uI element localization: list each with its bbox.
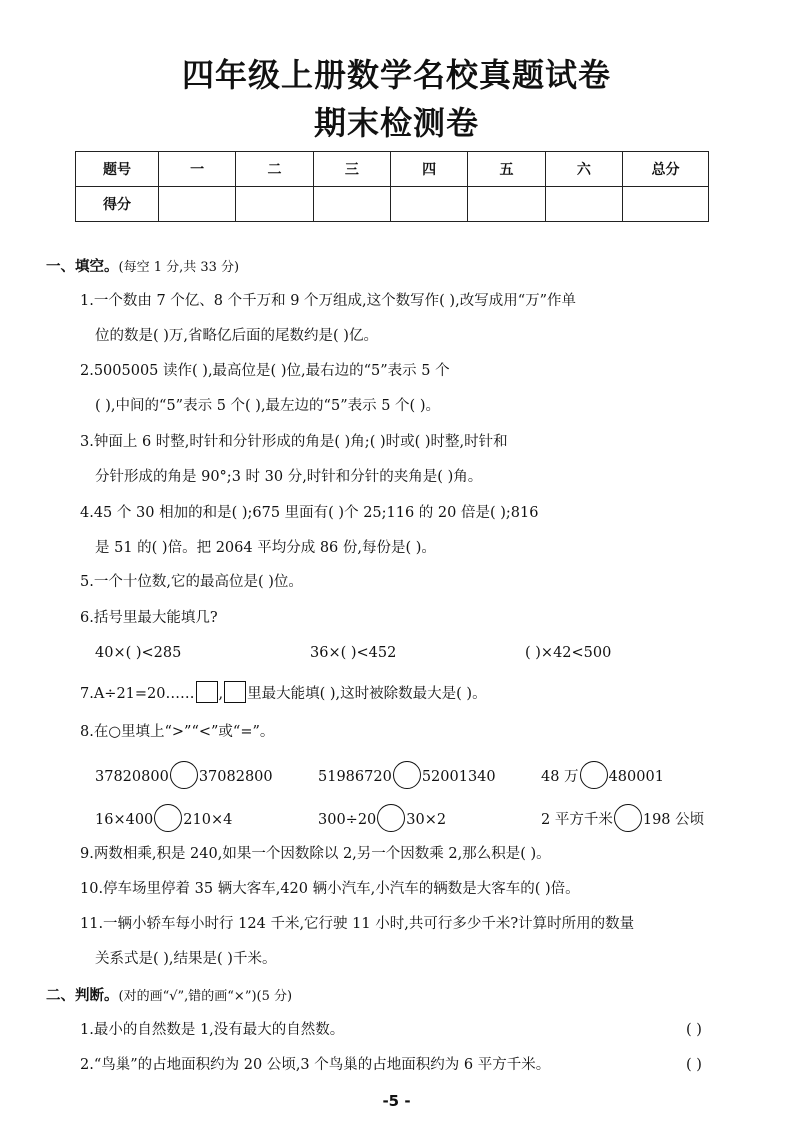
compare-circle[interactable] (377, 804, 405, 832)
judge-2-answer[interactable]: ( ) (686, 1057, 702, 1073)
exam-subtitle: 期末检测卷 (313, 104, 479, 142)
score-table-score-row (76, 187, 709, 222)
page-number: -5 - (382, 1092, 411, 1110)
compare-item: 37820800 37082800 (95, 761, 273, 789)
score-cell[interactable] (545, 187, 622, 222)
question-11-line-1: 11.一辆小轿车每小时行 124 千米,它行驶 11 小时,共可行多少千米?计算时所用的数量 (80, 916, 635, 932)
answer-box[interactable] (196, 681, 218, 703)
compare-circle[interactable] (393, 761, 421, 789)
judge-1: 1.最小的自然数是 1,没有最大的自然数。 (80, 1022, 345, 1038)
judge-1-answer[interactable]: ( ) (686, 1022, 702, 1038)
question-1-line-1: 1.一个数由 7 个亿、8 个千万和 9 个万组成,这个数写作( ),改写成用“万”作单 (80, 293, 577, 309)
question-6-item-c: ( )×42<500 (525, 645, 612, 661)
question-4-line-1: 4.45 个 30 相加的和是( );675 里面有( )个 25;116 的 20 倍是( );816 (80, 505, 539, 521)
score-table-header-row (76, 152, 709, 187)
score-header-cell: 题号 (76, 152, 159, 187)
score-header-cell: 六 (545, 152, 622, 187)
question-9: 9.两数相乘,积是 240,如果一个因数除以 2,另一个因数乘 2,那么积是( )。 (80, 846, 551, 862)
question-6: 6.括号里最大能填几? (80, 610, 218, 626)
question-4-line-2: 是 51 的( )倍。把 2064 平均分成 86 份,每份是( )。 (95, 540, 436, 556)
score-header-cell: 三 (313, 152, 390, 187)
compare-item: 16×400 210×4 (95, 804, 232, 832)
question-6-item-a: 40×( )<285 (95, 645, 182, 661)
question-2-line-2: ( ),中间的“5”表示 5 个( ),最左边的“5”表示 5 个( )。 (95, 398, 440, 414)
score-cell[interactable] (313, 187, 390, 222)
question-11-line-2: 关系式是( ),结果是( )千米。 (95, 951, 277, 967)
compare-circle[interactable] (614, 804, 642, 832)
score-header-cell: 四 (390, 152, 467, 187)
section1-note: (每空 1 分,共 33 分) (118, 260, 240, 275)
score-cell[interactable] (623, 187, 709, 222)
score-cell[interactable] (159, 187, 236, 222)
question-10: 10.停车场里停着 35 辆大客车,420 辆小汽车,小汽车的辆数是大客车的( )倍。 (80, 881, 580, 897)
judge-2: 2.“鸟巢”的占地面积约为 20 公顷,3 个鸟巢的占地面积约为 6 平方千米。 (80, 1057, 551, 1073)
compare-item: 51986720 52001340 (318, 761, 496, 789)
score-cell[interactable] (390, 187, 467, 222)
compare-circle[interactable] (580, 761, 608, 789)
score-header-cell: 二 (236, 152, 313, 187)
question-8: 8.在○里填上“>”“<”或“=”。 (80, 724, 275, 740)
exam-title: 四年级上册数学名校真题试卷 (181, 56, 611, 94)
question-5: 5.一个十位数,它的最高位是( )位。 (80, 574, 303, 590)
question-6-item-b: 36×( )<452 (310, 645, 397, 661)
score-row-label: 得分 (76, 187, 159, 222)
question-3-line-1: 3.钟面上 6 时整,时针和分针形成的角是( )角;( )时或( )时整,时针和 (80, 434, 508, 450)
question-2-line-1: 2.5005005 读作( ),最高位是( )位,最右边的“5”表示 5 个 (80, 363, 450, 379)
compare-item: 48 万 480001 (541, 761, 664, 789)
section2-heading: 二、判断。(对的画“√”,错的画“×”)(5 分) (46, 988, 293, 1004)
compare-circle[interactable] (154, 804, 182, 832)
score-cell[interactable] (468, 187, 545, 222)
compare-item: 2 平方千米 198 公顷 (541, 804, 704, 832)
question-1-line-2: 位的数是( )万,省略亿后面的尾数约是( )亿。 (95, 328, 378, 344)
score-cell[interactable] (236, 187, 313, 222)
score-table (75, 151, 709, 222)
section2-note: (对的画“√”,错的画“×”)(5 分) (118, 989, 293, 1004)
section1-heading: 一、填空。(每空 1 分,共 33 分) (46, 259, 240, 275)
answer-box[interactable] (224, 681, 246, 703)
question-3-line-2: 分针形成的角是 90°;3 时 30 分,时针和分针的夹角是( )角。 (95, 469, 483, 485)
score-header-cell: 五 (468, 152, 545, 187)
question-7: 7.A÷21=20…… , 里最大能填( ),这时被除数最大是( )。 (80, 681, 487, 704)
compare-item: 300÷20 30×2 (318, 804, 446, 832)
compare-circle[interactable] (170, 761, 198, 789)
score-header-cell: 一 (159, 152, 236, 187)
score-header-cell: 总分 (623, 152, 709, 187)
